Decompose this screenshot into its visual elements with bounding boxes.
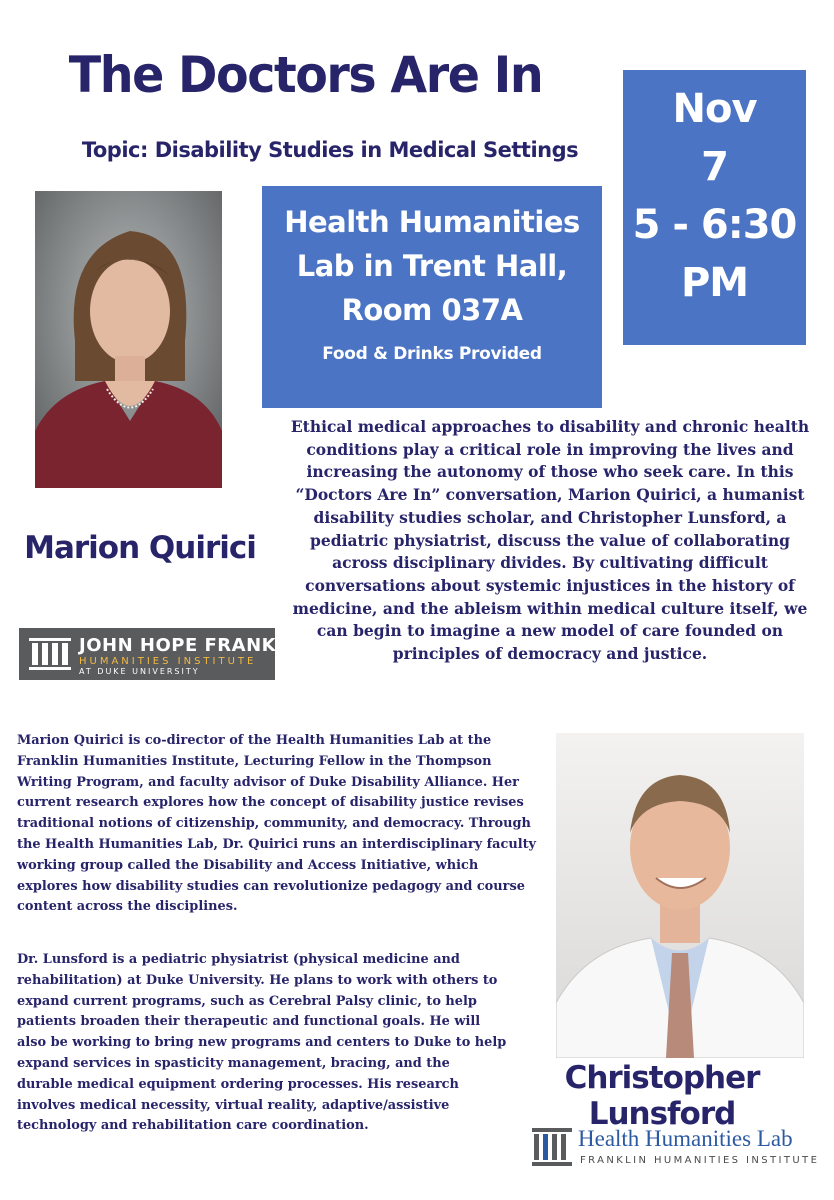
bio-christopher: Dr. Lunsford is a pediatric physiatrist (physical medicine and rehabilitation) at Duke University. He plans to work with others to expand current programs, such as Cerebral Palsy clinic, to help patients broaden their therapeutic and functional goals. He will also be working to bring new programs and centers to Duke to help expand services in spasticity management, bracing, and the durable medical equipment ordering processes. His research involves medical necessity, virtual reality, adaptive/assistive technology and rehabilitation care coordination.	[17, 952, 507, 1134]
date-month: Nov	[672, 86, 757, 132]
venue-line-1: Health Humanities	[284, 205, 580, 239]
speaker-photo-marion	[35, 191, 222, 488]
hh-logo-title: Health Humanities Lab	[578, 1126, 793, 1151]
bio-marion: Marion Quirici is co-director of the Health Humanities Lab at the Franklin Humanities Institute, Lecturing Fellow in the Thompson Writing Program, and faculty advisor of Duke Disability Alliance. Her current research explores how the concept of disability justice revises traditional notions of citizenship, community, and democracy. Through the Health Humanities Lab, Dr. Quirici runs an interdisciplinary faculty working group called the Disability and Access Initiative, which explores how disability studies can revolutionize pedagogy and course content across the disciplines.	[17, 733, 537, 915]
john-hope-franklin-logo	[19, 628, 311, 680]
speaker-photo-christopher	[556, 733, 804, 1058]
event-description: Ethical medical approaches to disability and chronic health conditions play a critical role in improving the lives and increasing the autonomy of those who seek care. In this “Doctors Are In” conversation, Marion Quirici, a humanist disability studies scholar, and Christopher Lunsford, a pediatric physiatrist, discuss the value of collaborating across disciplinary divides. By cultivating difficult conversations about systemic injustices in the history of medicine, and the ableism within medical culture itself, we can begin to imagine a new model of care founded on principles of democracy and justice.	[290, 417, 810, 664]
venue-line-2: Lab in Trent Hall,	[296, 249, 568, 283]
jhf-logo-subtitle: HUMANITIES INSTITUTE	[79, 656, 257, 667]
venue-line-3: Room 037A	[341, 293, 523, 327]
health-humanities-lab-logo	[526, 1124, 820, 1170]
date-day: 7	[701, 144, 728, 190]
date-ampm: PM	[680, 260, 749, 306]
jhf-logo-affiliation: AT DUKE UNIVERSITY	[79, 667, 200, 676]
poster-title: The Doctors Are In	[68, 46, 543, 104]
hh-logo-subtitle: FRANKLIN HUMANITIES INSTITUTE	[580, 1155, 820, 1166]
speaker-name-marion: Marion Quirici	[24, 530, 256, 566]
jhf-logo-title: JOHN HOPE FRANKLIN	[79, 635, 311, 656]
topic-subtitle: Topic: Disability Studies in Medical Settings	[81, 138, 579, 162]
venue-box	[262, 186, 602, 408]
speaker-name-christopher: Christopher Lunsford	[564, 1060, 760, 1132]
jhf-columns-icon	[29, 638, 71, 670]
hh-columns-icon	[532, 1128, 572, 1166]
food-note: Food & Drinks Provided	[322, 344, 542, 364]
date-time: 5 - 6:30	[632, 202, 797, 248]
date-box	[623, 70, 806, 345]
